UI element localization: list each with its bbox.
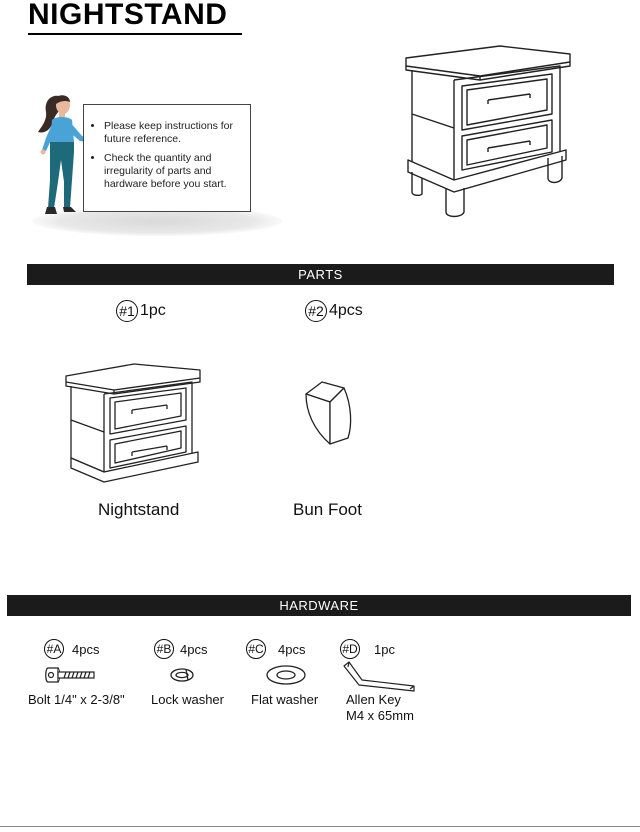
hardware-a-tag — [44, 639, 99, 659]
lock-washer-icon — [168, 666, 196, 684]
part-1-tag — [116, 300, 166, 322]
hardware-d-id: #D — [340, 639, 360, 659]
hardware-d-qty: 1pc — [374, 641, 395, 657]
hardware-c-tag — [246, 639, 305, 659]
hardware-d-name-line1: Allen Key — [346, 692, 401, 707]
part-2-qty: 4pcs — [329, 302, 363, 319]
hardware-d-name-line2: M4 x 65mm — [346, 708, 414, 723]
instructions-note-box — [83, 104, 251, 212]
hardware-b-name: Lock washer — [151, 692, 224, 707]
hardware-a-name: Bolt 1/4" x 2-3/8" — [28, 692, 125, 707]
hardware-c-name: Flat washer — [251, 692, 319, 707]
nightstand-overview-illustration — [400, 42, 575, 218]
bolt-icon — [44, 666, 98, 684]
title-underline — [28, 33, 242, 35]
hardware-d-name — [346, 692, 414, 724]
hardware-b-id: #B — [154, 639, 174, 659]
page-bottom-rule — [0, 826, 640, 827]
hardware-a-id: #A — [44, 639, 64, 659]
hardware-d-tag — [340, 639, 395, 659]
note-keep-instructions: • Please keep instructions for future reference. — [104, 120, 242, 146]
nightstand-part-illustration — [62, 360, 212, 486]
parts-header-bar: PARTS — [27, 264, 614, 285]
part-1-name: Nightstand — [98, 500, 180, 519]
note-check-parts: • Check the quantity and irregularity of parts and hardware before you start. — [104, 152, 242, 191]
part-2-id: #2 — [305, 300, 327, 322]
page-title: NIGHTSTAND — [28, 0, 228, 31]
bun-foot-illustration — [300, 376, 356, 452]
flat-washer-icon — [264, 664, 308, 686]
hardware-b-tag — [154, 639, 207, 659]
part-1-id: #1 — [116, 300, 138, 322]
part-1-qty: 1pc — [140, 302, 166, 319]
hardware-b-qty: 4pcs — [180, 641, 208, 657]
part-2-name: Bun Foot — [293, 500, 362, 519]
hardware-c-id: #C — [246, 639, 266, 659]
hardware-header-bar: HARDWARE — [7, 595, 631, 616]
allen-key-icon — [340, 660, 420, 694]
hardware-a-qty: 4pcs — [72, 641, 100, 657]
part-2-tag — [305, 300, 363, 322]
hardware-c-qty: 4pcs — [278, 641, 306, 657]
